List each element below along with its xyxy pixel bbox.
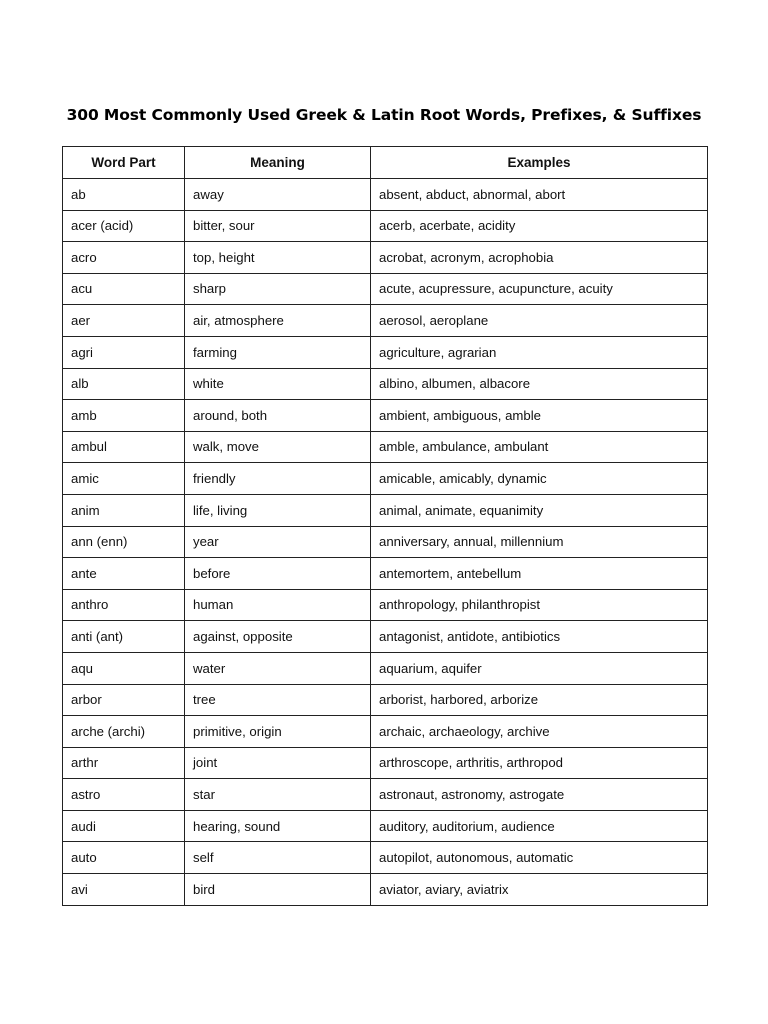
meaning-cell: white <box>185 368 371 400</box>
table-row <box>63 179 708 211</box>
table-header-row <box>63 147 708 179</box>
meaning-cell: bitter, sour <box>185 210 371 242</box>
meaning-cell: year <box>185 526 371 558</box>
table-row <box>63 684 708 716</box>
meaning-cell: bird <box>185 874 371 906</box>
examples-cell: agriculture, agrarian <box>371 336 708 368</box>
word-part-cell: acro <box>63 242 185 274</box>
examples-cell: acrobat, acronym, acrophobia <box>371 242 708 274</box>
meaning-cell: star <box>185 779 371 811</box>
meaning-cell: walk, move <box>185 431 371 463</box>
word-part-cell: acu <box>63 273 185 305</box>
table-row <box>63 779 708 811</box>
word-part-cell: aqu <box>63 652 185 684</box>
table-row <box>63 747 708 779</box>
meaning-cell: life, living <box>185 494 371 526</box>
examples-cell: animal, animate, equanimity <box>371 494 708 526</box>
word-part-cell: acer (acid) <box>63 210 185 242</box>
column-header-examples: Examples <box>371 147 708 179</box>
meaning-cell: farming <box>185 336 371 368</box>
examples-cell: amble, ambulance, ambulant <box>371 431 708 463</box>
table-row <box>63 874 708 906</box>
examples-cell: arborist, harbored, arborize <box>371 684 708 716</box>
table-row <box>63 716 708 748</box>
examples-cell: anthropology, philanthropist <box>371 589 708 621</box>
word-part-cell: anthro <box>63 589 185 621</box>
examples-cell: anniversary, annual, millennium <box>371 526 708 558</box>
table-row <box>63 494 708 526</box>
examples-cell: aviator, aviary, aviatrix <box>371 874 708 906</box>
table-row <box>63 368 708 400</box>
meaning-cell: human <box>185 589 371 621</box>
word-part-cell: astro <box>63 779 185 811</box>
table-row <box>63 589 708 621</box>
examples-cell: aerosol, aeroplane <box>371 305 708 337</box>
examples-cell: absent, abduct, abnormal, abort <box>371 179 708 211</box>
examples-cell: ambient, ambiguous, amble <box>371 400 708 432</box>
word-part-cell: ante <box>63 558 185 590</box>
word-part-cell: arbor <box>63 684 185 716</box>
examples-cell: acute, acupressure, acupuncture, acuity <box>371 273 708 305</box>
word-part-cell: anti (ant) <box>63 621 185 653</box>
meaning-cell: around, both <box>185 400 371 432</box>
meaning-cell: primitive, origin <box>185 716 371 748</box>
meaning-cell: friendly <box>185 463 371 495</box>
table-row <box>63 431 708 463</box>
meaning-cell: joint <box>185 747 371 779</box>
page-title: 300 Most Commonly Used Greek & Latin Root Words, Prefixes, & Suffixes <box>66 106 702 124</box>
meaning-cell: hearing, sound <box>185 810 371 842</box>
word-part-cell: agri <box>63 336 185 368</box>
examples-cell: arthroscope, arthritis, arthropod <box>371 747 708 779</box>
table-row <box>63 621 708 653</box>
word-part-cell: amic <box>63 463 185 495</box>
word-part-cell: ab <box>63 179 185 211</box>
examples-cell: acerb, acerbate, acidity <box>371 210 708 242</box>
column-header-word-part: Word Part <box>63 147 185 179</box>
word-part-cell: alb <box>63 368 185 400</box>
meaning-cell: air, atmosphere <box>185 305 371 337</box>
table-row <box>63 558 708 590</box>
meaning-cell: water <box>185 652 371 684</box>
root-words-table <box>62 146 708 906</box>
table-row <box>63 400 708 432</box>
word-part-cell: avi <box>63 874 185 906</box>
examples-cell: antemortem, antebellum <box>371 558 708 590</box>
meaning-cell: away <box>185 179 371 211</box>
word-part-cell: arthr <box>63 747 185 779</box>
meaning-cell: before <box>185 558 371 590</box>
table-row <box>63 463 708 495</box>
word-part-cell: anim <box>63 494 185 526</box>
word-part-cell: amb <box>63 400 185 432</box>
examples-cell: autopilot, autonomous, automatic <box>371 842 708 874</box>
table-row <box>63 273 708 305</box>
examples-cell: amicable, amicably, dynamic <box>371 463 708 495</box>
examples-cell: archaic, archaeology, archive <box>371 716 708 748</box>
examples-cell: aquarium, aquifer <box>371 652 708 684</box>
column-header-meaning: Meaning <box>185 147 371 179</box>
table-row <box>63 810 708 842</box>
meaning-cell: tree <box>185 684 371 716</box>
table-row <box>63 842 708 874</box>
table-row <box>63 242 708 274</box>
examples-cell: albino, albumen, albacore <box>371 368 708 400</box>
examples-cell: antagonist, antidote, antibiotics <box>371 621 708 653</box>
meaning-cell: top, height <box>185 242 371 274</box>
meaning-cell: self <box>185 842 371 874</box>
word-part-cell: audi <box>63 810 185 842</box>
meaning-cell: against, opposite <box>185 621 371 653</box>
word-part-cell: ambul <box>63 431 185 463</box>
word-part-cell: arche (archi) <box>63 716 185 748</box>
examples-cell: astronaut, astronomy, astrogate <box>371 779 708 811</box>
table-row <box>63 526 708 558</box>
word-part-cell: ann (enn) <box>63 526 185 558</box>
table-row <box>63 336 708 368</box>
table-row <box>63 305 708 337</box>
meaning-cell: sharp <box>185 273 371 305</box>
table-row <box>63 210 708 242</box>
examples-cell: auditory, auditorium, audience <box>371 810 708 842</box>
word-part-cell: auto <box>63 842 185 874</box>
table-row <box>63 652 708 684</box>
word-part-cell: aer <box>63 305 185 337</box>
